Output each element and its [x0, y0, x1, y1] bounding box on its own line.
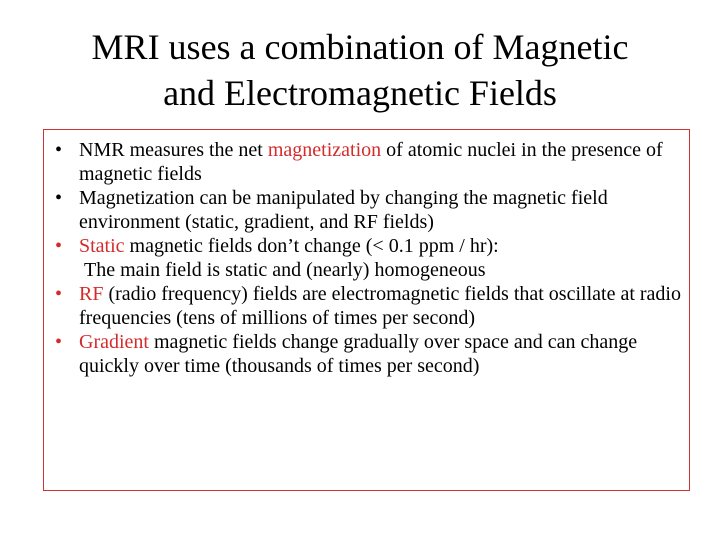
bullet-item-gradient — [44, 330, 684, 378]
bullet-text: (radio frequency) fields are electromagnetic fields that oscillate at radio frequencies (tens of millions of times per second) — [79, 283, 681, 329]
bullet-item-manipulation — [44, 186, 684, 234]
bullet-text: magnetic fields change gradually over space and can change quickly over time (thousands of times per second) — [79, 331, 638, 377]
slide-title — [0, 24, 720, 116]
bullet-text: NMR measures the net — [79, 139, 268, 161]
bullet-subline: The main field is static and (nearly) homogeneous — [84, 259, 486, 281]
bullet-text: magnetic fields don’t change (< 0.1 ppm / hr): — [124, 235, 499, 257]
bullet-highlight-gradient: Gradient — [79, 331, 149, 353]
bullet-text: Magnetization can be manipulated by changing the magnetic field environment (static, gradient, and RF fields) — [79, 187, 608, 233]
bullet-marker: • — [55, 139, 63, 161]
bullet-highlight-magnetization: magnetization — [267, 139, 382, 161]
slide-title-line-2: and Electromagnetic Fields — [163, 73, 557, 113]
bullet-text: of atomic nuclei in the presence of magnetic fields — [79, 139, 663, 185]
bullet-marker: • — [55, 283, 63, 305]
bullet-item-static — [44, 234, 684, 282]
bullet-marker: • — [55, 331, 63, 353]
bullet-item-nmr — [44, 138, 684, 186]
bullet-list — [44, 138, 684, 378]
bullet-highlight-static: Static — [79, 235, 125, 257]
content-box — [43, 129, 690, 491]
bullet-item-rf — [44, 282, 684, 330]
slide-title-line-1: MRI uses a combination of Magnetic — [91, 27, 629, 67]
bullet-marker: • — [55, 235, 63, 257]
bullet-marker: • — [55, 187, 63, 209]
bullet-highlight-rf: RF — [79, 283, 104, 305]
